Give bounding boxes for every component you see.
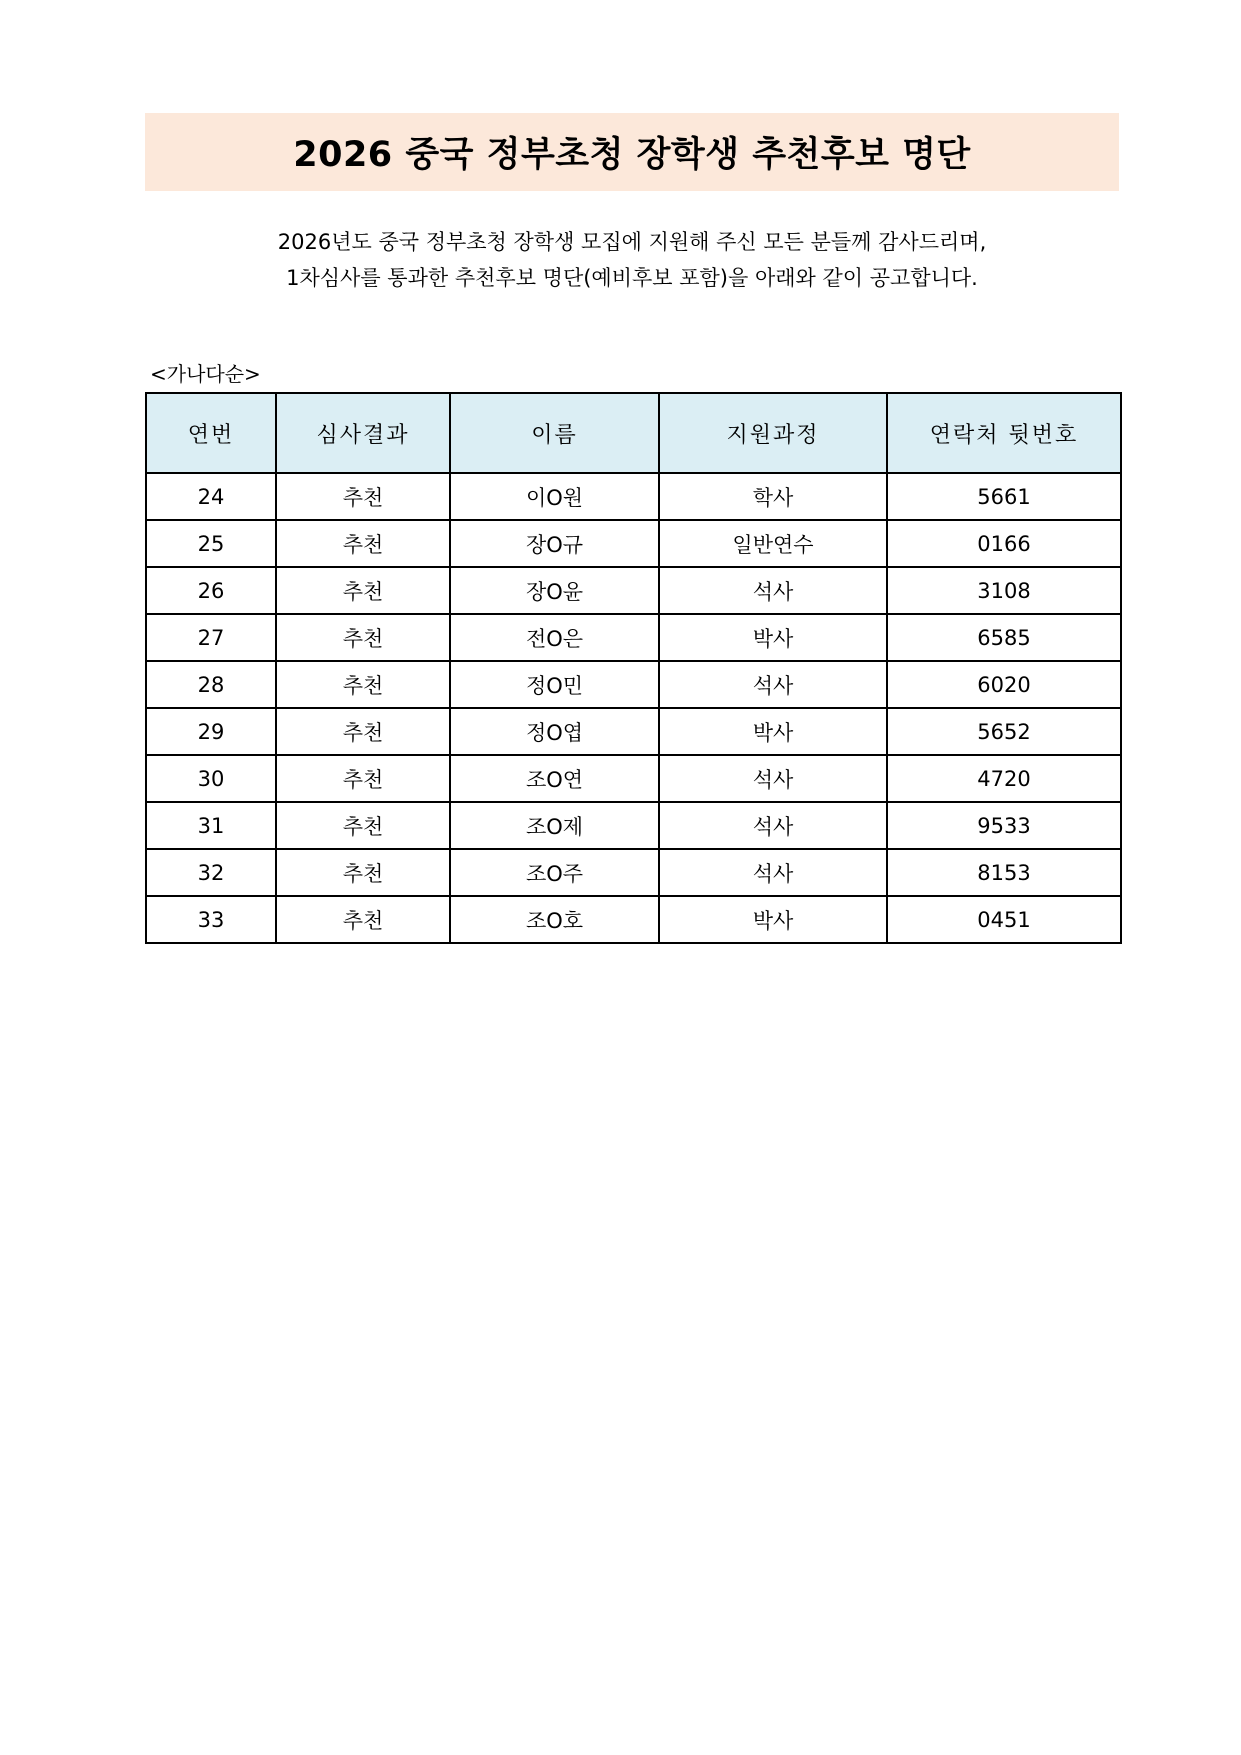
page-title: 2026 중국 정부초청 장학생 추천후보 명단	[293, 135, 971, 175]
cell-result: 추천	[276, 708, 450, 755]
cell-number: 29	[146, 708, 276, 755]
cell-number: 25	[146, 520, 276, 567]
header-name: 이름	[450, 393, 659, 473]
table-row	[146, 661, 1121, 708]
cell-name: 전O은	[450, 614, 659, 661]
cell-program: 석사	[659, 567, 887, 614]
table-row	[146, 614, 1121, 661]
intro-text	[145, 224, 1119, 296]
cell-number: 32	[146, 849, 276, 896]
cell-result: 추천	[276, 614, 450, 661]
cell-number: 30	[146, 755, 276, 802]
cell-contact: 8153	[887, 849, 1121, 896]
cell-program: 학사	[659, 473, 887, 520]
cell-contact: 9533	[887, 802, 1121, 849]
cell-program: 일반연수	[659, 520, 887, 567]
cell-result: 추천	[276, 661, 450, 708]
header-number: 연번	[146, 393, 276, 473]
cell-result: 추천	[276, 520, 450, 567]
cell-number: 27	[146, 614, 276, 661]
cell-number: 31	[146, 802, 276, 849]
cell-number: 28	[146, 661, 276, 708]
table-row	[146, 567, 1121, 614]
cell-name: 정O엽	[450, 708, 659, 755]
candidate-table	[145, 392, 1122, 944]
header-result: 심사결과	[276, 393, 450, 473]
cell-result: 추천	[276, 473, 450, 520]
cell-result: 추천	[276, 849, 450, 896]
header-contact: 연락처 뒷번호	[887, 393, 1121, 473]
header-program: 지원과정	[659, 393, 887, 473]
table-row	[146, 755, 1121, 802]
cell-program: 석사	[659, 661, 887, 708]
cell-contact: 4720	[887, 755, 1121, 802]
cell-name: 조O주	[450, 849, 659, 896]
cell-contact: 5661	[887, 473, 1121, 520]
cell-name: 장O규	[450, 520, 659, 567]
table-row	[146, 802, 1121, 849]
cell-name: 이O원	[450, 473, 659, 520]
cell-name: 조O제	[450, 802, 659, 849]
cell-program: 석사	[659, 849, 887, 896]
cell-result: 추천	[276, 567, 450, 614]
title-banner	[145, 113, 1119, 191]
header-row	[146, 393, 1121, 473]
table-row	[146, 473, 1121, 520]
table-row	[146, 708, 1121, 755]
cell-number: 33	[146, 896, 276, 943]
sort-order-label: <가나다순>	[150, 362, 261, 386]
cell-result: 추천	[276, 755, 450, 802]
intro-line-2: 1차심사를 통과한 추천후보 명단(예비후보 포함)을 아래와 같이 공고합니다.	[286, 266, 978, 290]
table-row	[146, 849, 1121, 896]
cell-program: 석사	[659, 755, 887, 802]
cell-contact: 5652	[887, 708, 1121, 755]
cell-program: 박사	[659, 708, 887, 755]
cell-number: 24	[146, 473, 276, 520]
cell-contact: 6585	[887, 614, 1121, 661]
cell-program: 석사	[659, 802, 887, 849]
cell-result: 추천	[276, 896, 450, 943]
cell-contact: 0451	[887, 896, 1121, 943]
cell-contact: 0166	[887, 520, 1121, 567]
intro-line-1: 2026년도 중국 정부초청 장학생 모집에 지원해 주신 모든 분들께 감사드리며,	[277, 230, 987, 254]
table-row	[146, 896, 1121, 943]
cell-number: 26	[146, 567, 276, 614]
cell-name: 조O호	[450, 896, 659, 943]
table-header	[146, 393, 1121, 473]
cell-contact: 6020	[887, 661, 1121, 708]
cell-name: 장O윤	[450, 567, 659, 614]
cell-program: 박사	[659, 896, 887, 943]
table-body	[146, 473, 1121, 943]
table-row	[146, 520, 1121, 567]
cell-name: 정O민	[450, 661, 659, 708]
cell-program: 박사	[659, 614, 887, 661]
cell-name: 조O연	[450, 755, 659, 802]
cell-result: 추천	[276, 802, 450, 849]
cell-contact: 3108	[887, 567, 1121, 614]
